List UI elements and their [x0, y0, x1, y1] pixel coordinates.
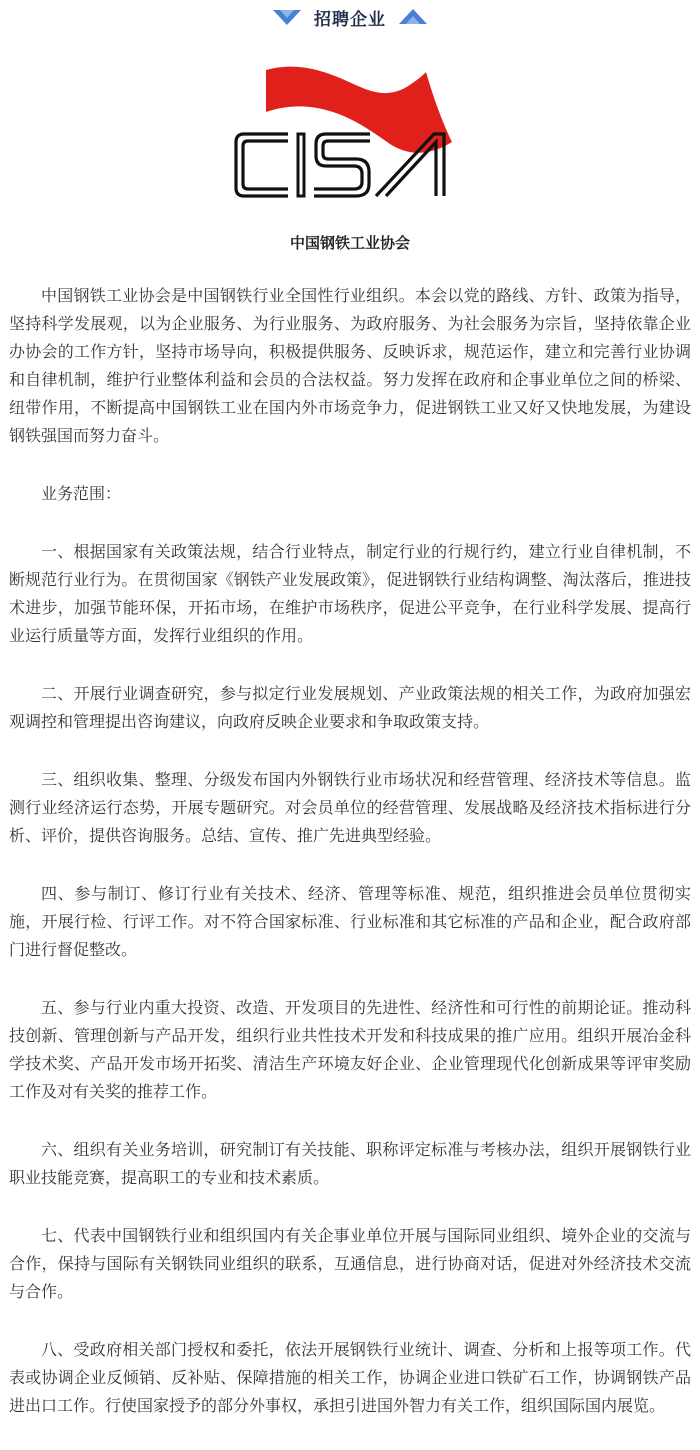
scope-item-3: 三、组织收集、整理、分级发布国内外钢铁行业市场状况和经营管理、经济技术等信息。监测行业经济运行态势，开展专题研究。对会员单位的经营管理、发展战略及经济技术指标进行分析、评价，提供咨询服务。总结、宣传、推广先进典型经验。 — [9, 770, 691, 845]
triangle-up-icon — [398, 8, 428, 26]
section-header — [0, 0, 700, 34]
scope-item-7: 七、代表中国钢铁行业和组织国内有关企事业单位开展与国际同业组织、境外企业的交流与合作，保持与国际有关钢铁同业组织的联系，互通信息，进行协商对话，促进对外经济技术交流与合作。 — [9, 1226, 691, 1301]
intro-paragraph: 中国钢铁工业协会是中国钢铁行业全国性行业组织。本会以党的路线、方针、政策为指导，坚持科学发展观，以为企业服务、为行业服务、为政府服务、为社会服务为宗旨，坚持依靠企业办协会的工作方针，坚持市场导向，积极提供服务、反映诉求，规范运作，建立和完善行业协调和自律机制，维护行业整体利益和会员的合法权益。努力发挥在政府和企事业单位之间的桥梁、纽带作用，不断提高中国钢铁工业在国内外市场竞争力，促进钢铁工业又好又快地发展，为建设钢铁强国而努力奋斗。 — [9, 286, 691, 445]
scope-item-1: 一、根据国家有关政策法规，结合行业特点，制定行业的行规行约，建立行业自律机制，不断规范行业行为。在贯彻国家《钢铁产业发展政策》，促进钢铁行业结构调整、淘汰落后，推进技术进步，加强节能环保，开拓市场，在维护市场秩序，促进公平竞争，在行业科学发展、提高行业运行质量等方面，发挥行业组织的作用。 — [9, 542, 691, 645]
scope-item-6: 六、组织有关业务培训，研究制订有关技能、职称评定标准与考核办法，组织开展钢铁行业职业技能竞赛，提高职工的专业和技术素质。 — [9, 1140, 691, 1187]
scope-item-4: 四、参与制订、修订行业有关技术、经济、管理等标准、规范，组织推进会员单位贯彻实施，开展行检、行评工作。对不符合国家标准、行业标准和其它标准的产品和企业，配合政府部门进行督促整改。 — [9, 884, 691, 959]
scope-item-5: 五、参与行业内重大投资、改造、开发项目的先进性、经济性和可行性的前期论证。推动科技创新、管理创新与产品开发，组织行业共性技术开发和科技成果的推广应用。组织开展冶金科学技术奖、产品开发市场开拓奖、清洁生产环境友好企业、企业管理现代化创新成果等评审奖励工作及对有关奖的推荐工作。 — [9, 998, 691, 1101]
cisa-logo — [230, 52, 470, 212]
section-title: 招聘企业 — [314, 9, 386, 30]
organization-name: 中国钢铁工业协会 — [289, 234, 410, 252]
article-body — [9, 282, 691, 1450]
cisa-logo-graphic — [230, 52, 470, 212]
scope-heading: 业务范围： — [41, 484, 122, 503]
triangle-down-icon — [272, 8, 302, 26]
scope-item-8: 八、受政府相关部门授权和委托，依法开展钢铁行业统计、调查、分析和上报等项工作。代表或协调企业反倾销、反补贴、保障措施的相关工作，协调企业进口铁矿石工作，协调钢铁产品进出口工作。行使国家授予的部分外事权，承担引进国外智力有关工作，组织国际国内展览。 — [9, 1340, 691, 1415]
scope-item-2: 二、开展行业调查研究，参与拟定行业发展规划、产业政策法规的相关工作，为政府加强宏观调控和管理提出咨询建议，向政府反映企业要求和争取政策支持。 — [9, 684, 691, 731]
